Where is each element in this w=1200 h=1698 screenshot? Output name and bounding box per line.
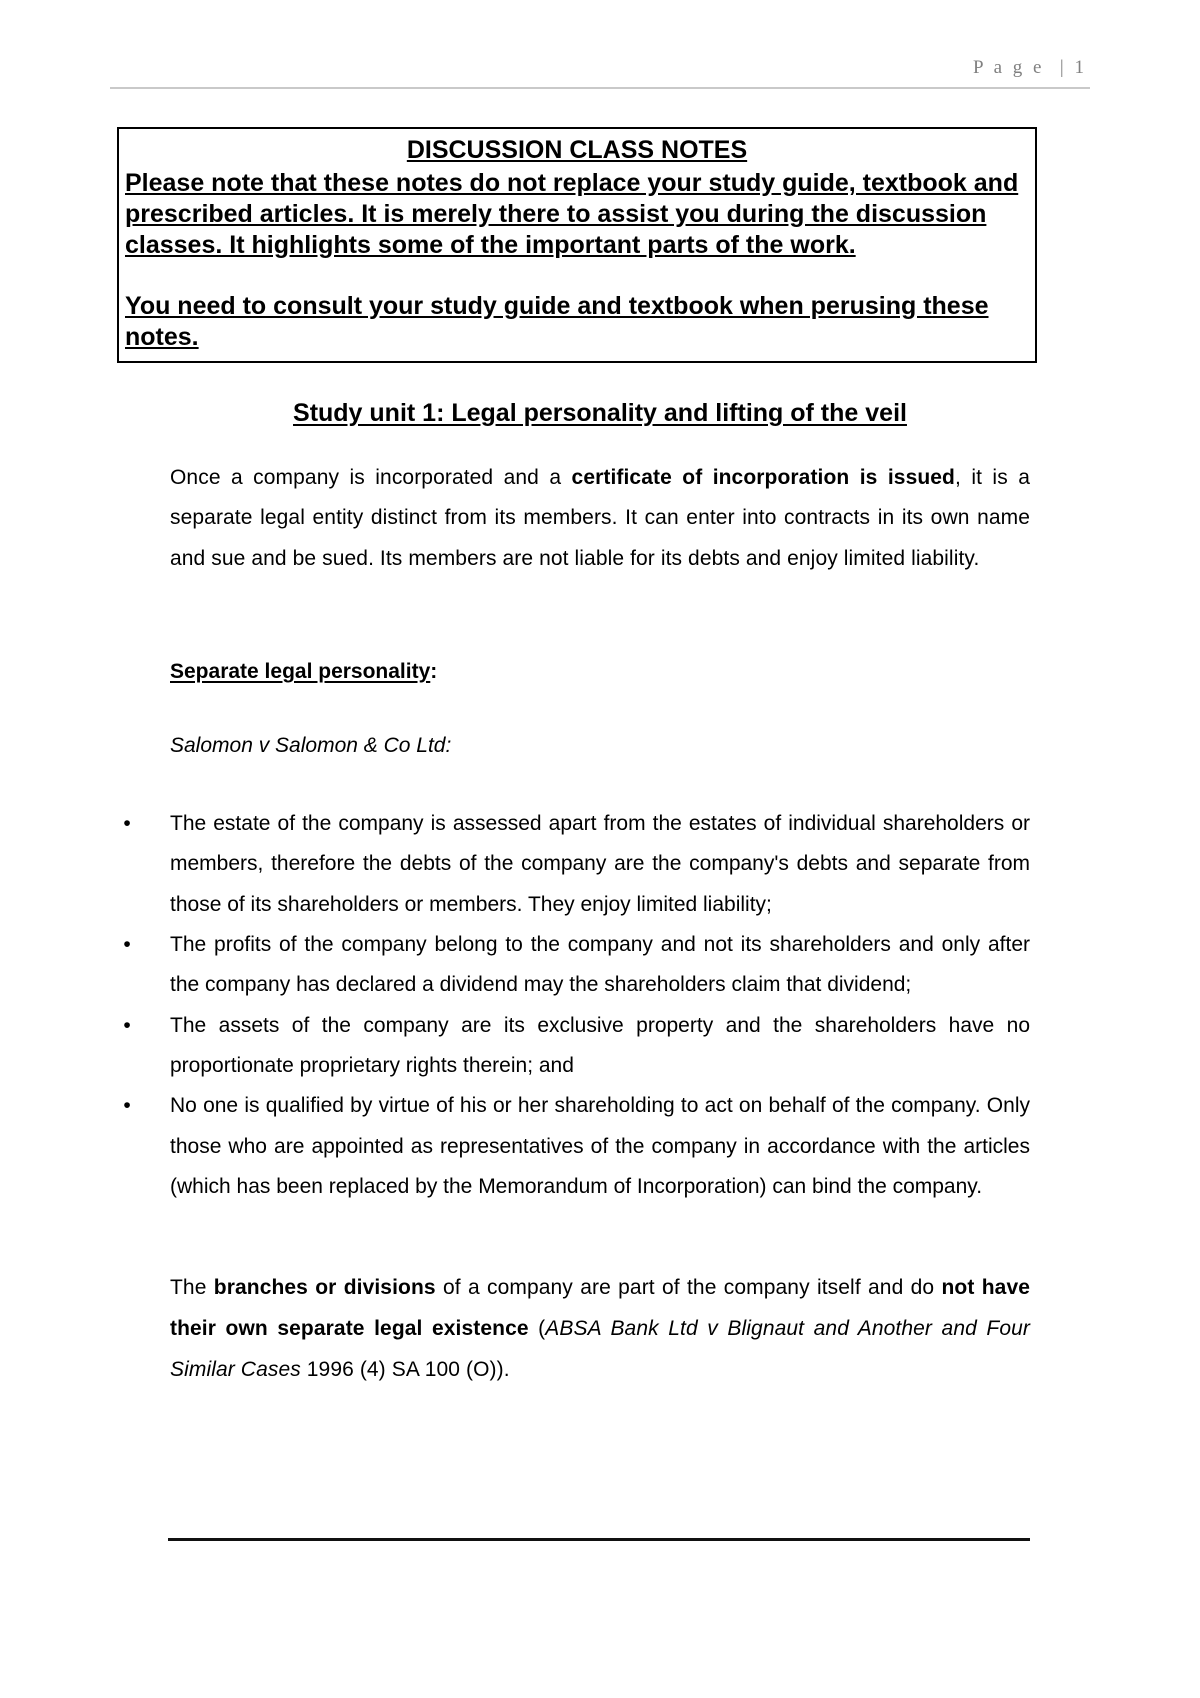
page-number-label: P a g e | 1 bbox=[972, 57, 1087, 78]
notice-box-paragraph-2 bbox=[125, 291, 1029, 353]
list-item-text: No one is qualified by virtue of his or her shareholding to act on behalf of the company. Only those who are appointed as representatives of the company in accordance with the articles (which has been replaced by the Memorandum of Incorporation) can bind the company. bbox=[170, 1094, 1030, 1198]
intro-paragraph bbox=[170, 458, 1030, 579]
closing-text-part-3: ( bbox=[528, 1316, 546, 1340]
footer-divider bbox=[168, 1538, 1030, 1541]
bullet-point-icon: • bbox=[123, 932, 131, 956]
list-item bbox=[110, 1086, 1030, 1207]
list-item bbox=[110, 1006, 1030, 1087]
closing-text-part-1: The bbox=[170, 1276, 214, 1299]
notice-box-title-text: DISCUSSION CLASS NOTES bbox=[406, 136, 748, 164]
closing-paragraph bbox=[170, 1268, 1030, 1391]
section-heading-separate-legal-personality bbox=[170, 652, 437, 692]
closing-bold-no-separate-existence: not have their own separate legal existence bbox=[170, 1276, 1030, 1340]
bullet-point-icon: • bbox=[123, 812, 131, 835]
bullet-point-icon: • bbox=[123, 1013, 131, 1037]
case-citation-salomon bbox=[170, 726, 451, 766]
list-item-text: The profits of the company belong to the company and not its shareholders and only after the company has declared a dividend may the shareholders claim that dividend; bbox=[170, 932, 1030, 997]
page-title-text: Study unit 1: Legal personality and lifting of the veil bbox=[293, 399, 907, 427]
closing-italic-absa-case: ABSA Bank Ltd v Blignaut and Another and Four Similar Cases bbox=[170, 1316, 1030, 1381]
list-item bbox=[110, 925, 1030, 1006]
header-divider bbox=[110, 87, 1090, 89]
page-title bbox=[170, 398, 1030, 428]
intro-bold-certificate: certificate of incorporation is issued bbox=[571, 466, 955, 489]
intro-text-part-2: , it is a separate legal entity distinct from its members. It can enter into contracts in its own name and sue and be sued. Its members are not liable for its debts and enjoy limited liability. bbox=[170, 466, 1030, 570]
closing-bold-branches: branches or divisions bbox=[213, 1276, 436, 1299]
closing-text-part-2: of a company are part of the company itself and do bbox=[435, 1276, 942, 1299]
intro-text-part-1: Once a company is incorporated and a bbox=[170, 466, 572, 489]
notice-box-paragraph-2-text: You need to consult your study guide and textbook when perusing these notes. bbox=[125, 291, 989, 351]
list-item bbox=[110, 804, 1030, 925]
notice-box-title bbox=[125, 135, 1029, 166]
notice-box bbox=[117, 127, 1037, 363]
page-header bbox=[110, 58, 1090, 100]
list-item-text: The estate of the company is assessed apart from the estates of individual shareholders or members, therefore the debts of the company are the company's debts and separate from those of its shareholders or members. They enjoy limited liability; bbox=[170, 812, 1030, 916]
list-item-text: The assets of the company are its exclusive property and the shareholders have no proportionate proprietary rights therein; and bbox=[170, 1013, 1030, 1077]
notice-box-spacer bbox=[125, 261, 1029, 289]
section-heading-text: Separate legal personality bbox=[170, 660, 431, 683]
case-citation-text: Salomon v Salomon & Co Ltd: bbox=[170, 734, 452, 757]
bullet-list bbox=[110, 804, 1030, 1207]
section-heading-colon: : bbox=[430, 660, 438, 683]
notice-box-paragraph-1 bbox=[125, 168, 1029, 261]
bullet-point-icon: • bbox=[123, 1094, 131, 1118]
notice-box-paragraph-1-text: Please note that these notes do not replace your study guide, textbook and prescribed articles. It is merely there to assist you during the discussion classes. It highlights some of the important parts of the work. bbox=[125, 168, 1019, 259]
closing-text-part-4: 1996 (4) SA 100 (O)). bbox=[300, 1357, 510, 1381]
